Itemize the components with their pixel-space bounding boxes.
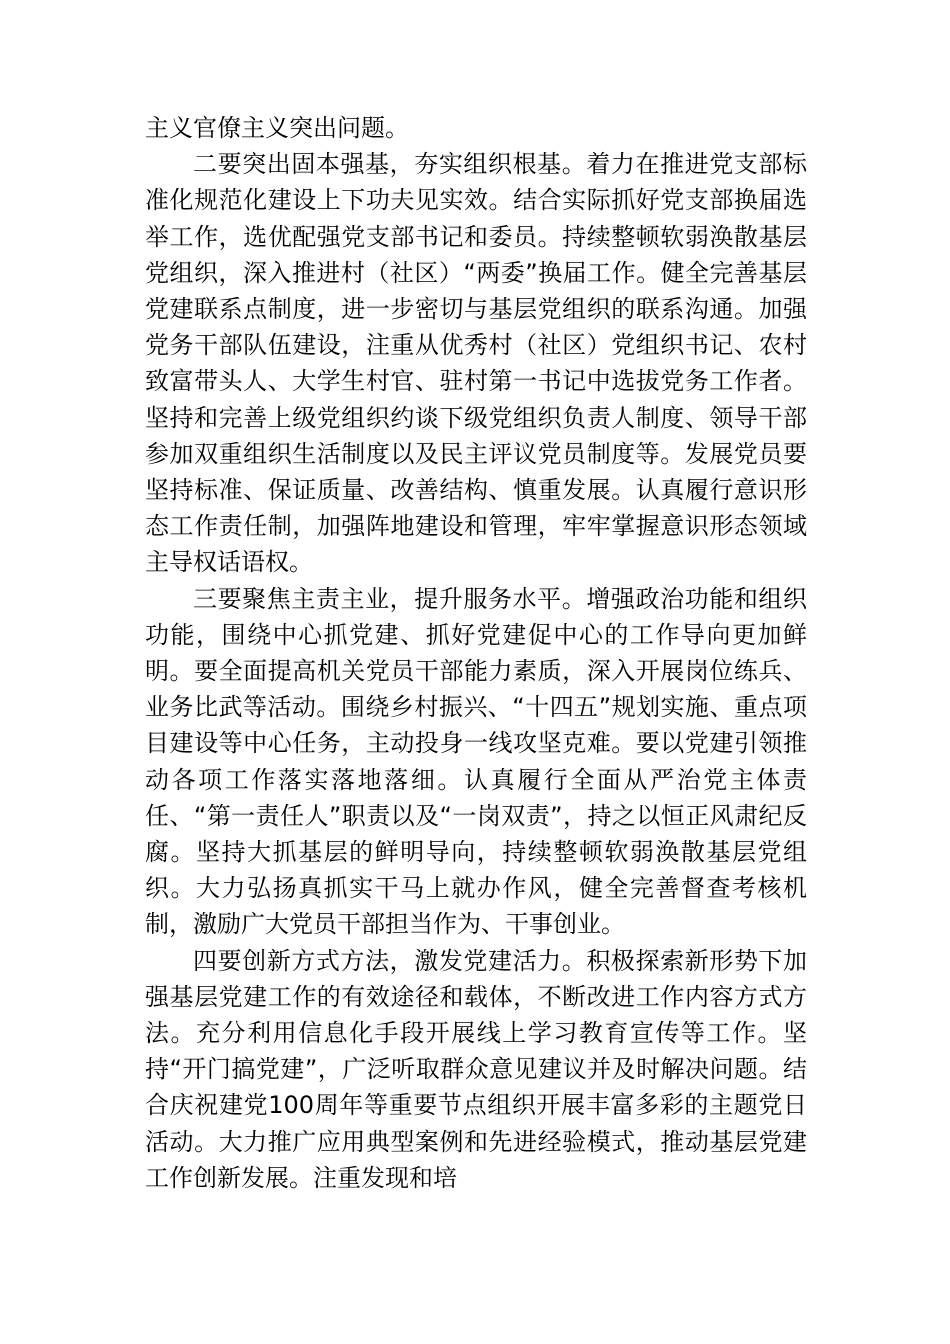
document-body (145, 110, 807, 1196)
paragraph-three: 三要聚焦主责主业，提升服务水平。增强政治功能和组织功能，围绕中心抓党建、抓好党建促中心的工作导向更加鲜明。要全面提高机关党员干部能力素质，深入开展岗位练兵、业务比武等活动。围绕乡村振兴、“十四五”规划实施、重点项目建设等中心任务，主动投身一线攻坚克难。要以党建引领推动各项工作落实落地落细。认真履行全面从严治党主体责任、“第一责任人”职责以及“一岗双责”，持之以恒正风肃纪反腐。坚持大抓基层的鲜明导向，持续整顿软弱涣散基层党组织。大力弘扬真抓实干马上就办作风，健全完善督查考核机制，激励广大党员干部担当作为、干事创业。 (145, 584, 807, 939)
paragraph-four: 四要创新方式方法，激发党建活力。积极探索新形势下加强基层党建工作的有效途径和载体，不断改进工作内容方式方法。充分利用信息化手段开展线上学习教育宣传等工作。坚持“开门搞党建”，广泛听取群众意见建议并及时解决问题。结合庆祝建党100周年等重要节点组织开展丰富多彩的主题党日活动。大力推广应用典型案例和先进经验模式，推动基层党建工作创新发展。注重发现和培 (145, 946, 807, 1192)
paragraph-two: 二要突出固本强基，夯实组织根基。着力在推进党支部标准化规范化建设上下功夫见实效。结合实际抓好党支部换届选举工作，选优配强党支部书记和委员。持续整顿软弱涣散基层党组织，深入推进村（社区）“两委”换届工作。健全完善基层党建联系点制度，进一步密切与基层党组织的联系沟通。加强党务干部队伍建设，注重从优秀村（社区）党组织书记、农村致富带头人、大学生村官、驻村第一书记中选拔党务工作者。坚持和完善上级党组织约谈下级党组织负责人制度、领导干部参加双重组织生活制度以及民主评议党员制度等。发展党员要坚持标准、保证质量、改善结构、慎重发展。认真履行意识形态工作责任制，加强阵地建设和管理，牢牢掌握意识形态领域主导权话语权。 (145, 150, 807, 577)
paragraph-continuation: 主义官僚主义突出问题。 (145, 114, 409, 142)
